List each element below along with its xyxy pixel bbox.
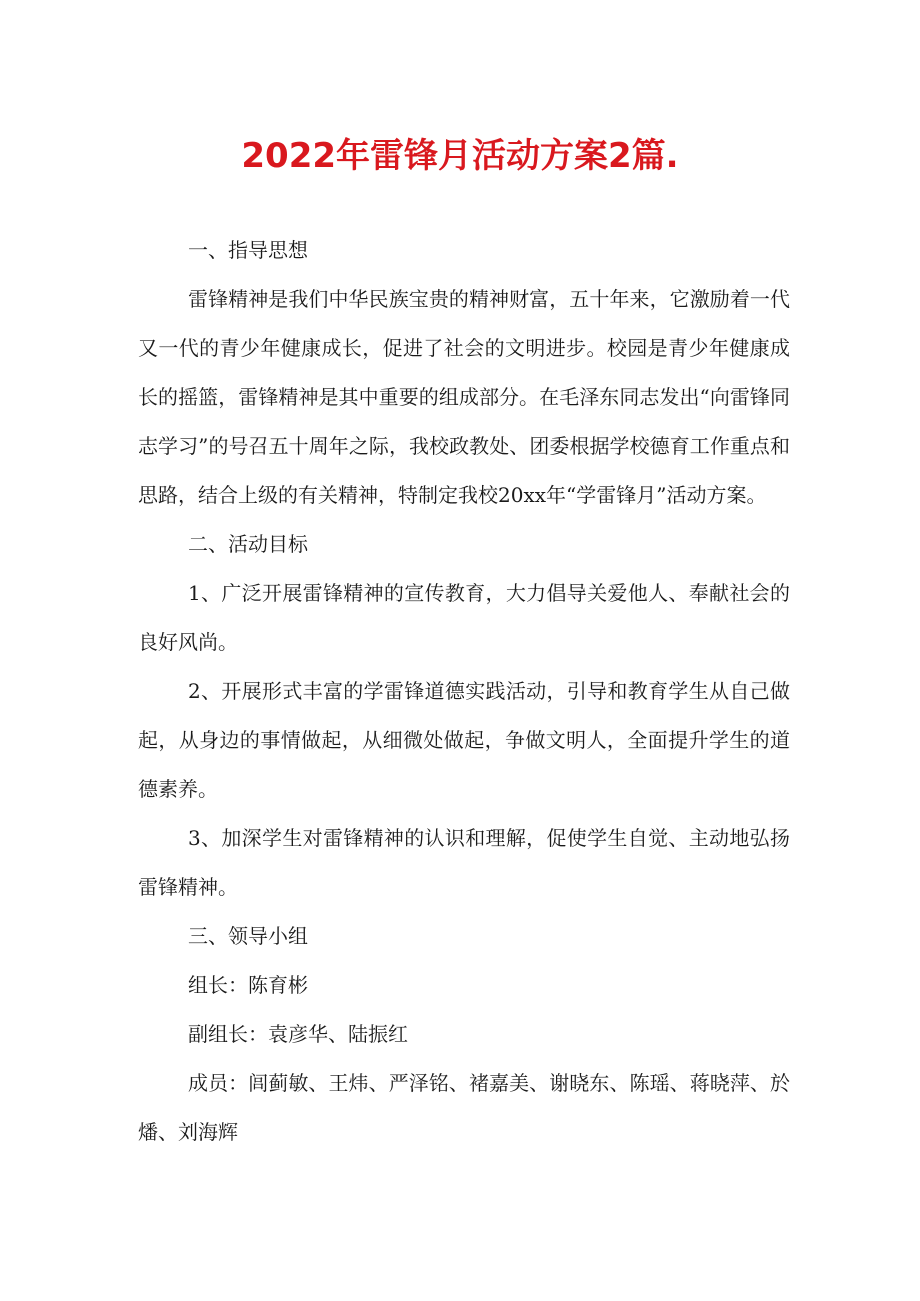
section-heading-leadership-group: 三、领导小组 [188, 924, 308, 948]
document-title: 2022年雷锋月活动方案2篇. [241, 136, 679, 176]
paragraph-goal-1: 1、广泛开展雷锋精神的宣传教育，大力倡导关爱他人、奉献社会的良好风尚。 [138, 581, 790, 654]
paragraph-guiding-thought: 雷锋精神是我们中华民族宝贵的精神财富，五十年来，它激励着一代又一代的青少年健康成长，促进了社会的文明进步。校园是青少年健康成长的摇篮，雷锋精神是其中重要的组成部分。在毛泽东同志发出“向雷锋同志学习”的号召五十周年之际，我校政教处、团委根据学校德育工作重点和思路，结合上级的有关精神，特制定我校20xx年“学雷锋月”活动方案。 [138, 287, 790, 507]
paragraph-goal-2: 2、开展形式丰富的学雷锋道德实践活动，引导和教育学生从自己做起，从身边的事情做起，从细微处做起，争做文明人，全面提升学生的道德素养。 [138, 679, 790, 801]
paragraph-members: 成员：闾蓟敏、王炜、严泽铭、褚嘉美、谢晓东、陈瑶、蒋晓萍、於燔、刘海辉 [138, 1071, 790, 1144]
section-heading-activity-goals: 二、活动目标 [188, 532, 308, 556]
paragraph-goal-3: 3、加深学生对雷锋精神的认识和理解，促使学生自觉、主动地弘扬雷锋精神。 [138, 826, 790, 899]
paragraph-deputy-leaders: 副组长：袁彦华、陆振红 [188, 1022, 408, 1046]
section-heading-guiding-thought: 一、指导思想 [188, 238, 308, 262]
document-body [138, 226, 790, 1157]
paragraph-group-leader: 组长：陈育彬 [188, 973, 308, 997]
